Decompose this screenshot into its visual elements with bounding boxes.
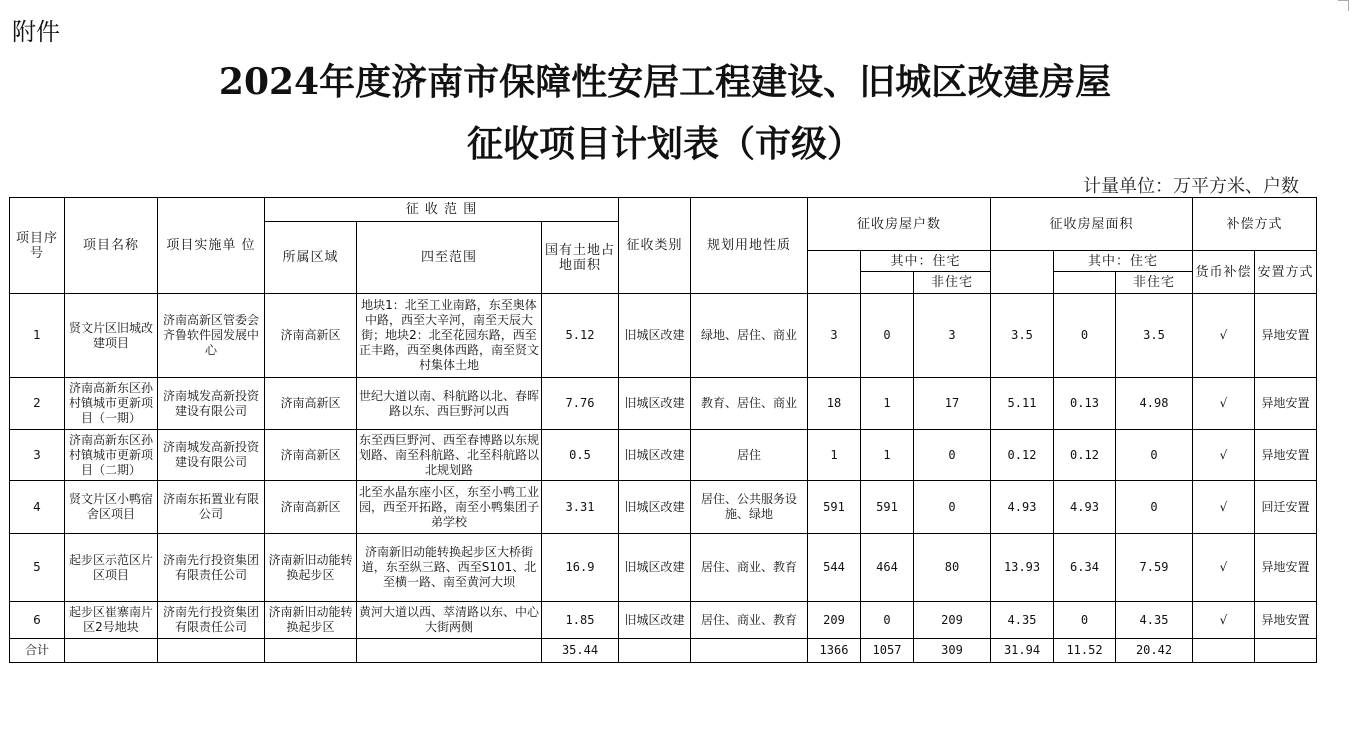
header-land-use: 规划用地性质 <box>691 198 808 294</box>
cell-boundary: 东至西巨野河、西至春博路以东规划路、南至科航路、北至科航路以北规划路 <box>357 430 542 481</box>
header-households-nonresidential: 非住宅 <box>914 272 991 294</box>
header-boundary: 四至范围 <box>357 222 542 294</box>
cell-boundary: 世纪大道以南、科航路以北、春晖路以东、西巨野河以西 <box>357 378 542 430</box>
cell-monetary: √ <box>1193 481 1255 534</box>
cell-hh-res: 0 <box>861 602 914 639</box>
total-row <box>10 639 1317 663</box>
cell-region: 济南高新区 <box>265 294 357 378</box>
cell-category: 旧城区改建 <box>619 430 691 481</box>
cell-seq: 1 <box>10 294 65 378</box>
cell-hh-total: 3 <box>808 294 861 378</box>
total-hh-non: 309 <box>914 639 991 663</box>
header-resettlement: 安置方式 <box>1255 251 1317 294</box>
cell-area-non: 3.5 <box>1116 294 1193 378</box>
cell-land-area: 1.85 <box>542 602 619 639</box>
cell-area-total: 13.93 <box>991 534 1054 602</box>
cell-category: 旧城区改建 <box>619 534 691 602</box>
table-row <box>10 378 1317 430</box>
cell-monetary: √ <box>1193 534 1255 602</box>
header-area: 征收房屋面积 <box>991 198 1193 251</box>
unit-label: 计量单位：万平方米、户数 <box>1083 176 1299 197</box>
cell-implementer: 济南先行投资集团有限责任公司 <box>158 602 265 639</box>
cell-hh-non: 17 <box>914 378 991 430</box>
header-households-residential: 其中：住宅 <box>861 251 991 272</box>
cell-hh-non: 80 <box>914 534 991 602</box>
cell-area-res: 0 <box>1054 602 1116 639</box>
cell-seq: 5 <box>10 534 65 602</box>
cell-hh-total: 591 <box>808 481 861 534</box>
attachment-label: 附件 <box>12 18 60 46</box>
page-corner-mark <box>1338 0 1349 11</box>
cell-resettlement: 异地安置 <box>1255 294 1317 378</box>
cell-land-area: 16.9 <box>542 534 619 602</box>
total-area-non: 20.42 <box>1116 639 1193 663</box>
cell-implementer: 济南城发高新投资建设有限公司 <box>158 430 265 481</box>
header-area-residential: 其中：住宅 <box>1054 251 1193 272</box>
cell-category: 旧城区改建 <box>619 602 691 639</box>
table-row <box>10 294 1317 378</box>
document-title-line-2: 征收项目计划表（市级） <box>466 123 863 165</box>
cell-seq: 3 <box>10 430 65 481</box>
header-scope: 征 收 范 围 <box>265 198 619 222</box>
cell-resettlement: 异地安置 <box>1255 430 1317 481</box>
table-row <box>10 534 1317 602</box>
header-name: 项目名称 <box>65 198 158 294</box>
header-implementer: 项目实施单 位 <box>158 198 265 294</box>
cell-boundary: 地块1：北至工业南路，东至奥体中路，西至大辛河，南至天辰大街；地块2：北至花园东路，西至正丰路，西至奥体西路，南至贤文村集体土地 <box>357 294 542 378</box>
cell-land-use: 居住 <box>691 430 808 481</box>
cell-land-use: 绿地、居住、商业 <box>691 294 808 378</box>
cell-hh-non: 3 <box>914 294 991 378</box>
cell-area-total: 0.12 <box>991 430 1054 481</box>
cell-name: 起步区崔寨南片区2号地块 <box>65 602 158 639</box>
cell-seq: 2 <box>10 378 65 430</box>
cell-area-total: 3.5 <box>991 294 1054 378</box>
header-households-total <box>808 251 861 294</box>
cell-resettlement: 异地安置 <box>1255 534 1317 602</box>
cell-hh-total: 1 <box>808 430 861 481</box>
cell-area-total: 5.11 <box>991 378 1054 430</box>
cell-monetary: √ <box>1193 294 1255 378</box>
cell-name: 济南高新东区孙村镇城市更新项目（二期） <box>65 430 158 481</box>
cell-hh-res: 464 <box>861 534 914 602</box>
total-empty-cell <box>158 639 265 663</box>
total-empty-cell <box>619 639 691 663</box>
cell-seq: 6 <box>10 602 65 639</box>
cell-land-use: 居住、公共服务设施、绿地 <box>691 481 808 534</box>
cell-area-total: 4.35 <box>991 602 1054 639</box>
total-land-area: 35.44 <box>542 639 619 663</box>
cell-hh-res: 591 <box>861 481 914 534</box>
cell-area-non: 4.35 <box>1116 602 1193 639</box>
cell-region: 济南新旧动能转换起步区 <box>265 602 357 639</box>
header-households-residential-cell <box>861 272 914 294</box>
cell-hh-total: 544 <box>808 534 861 602</box>
cell-resettlement: 回迁安置 <box>1255 481 1317 534</box>
cell-area-res: 0 <box>1054 294 1116 378</box>
cell-land-area: 3.31 <box>542 481 619 534</box>
cell-area-non: 7.59 <box>1116 534 1193 602</box>
total-empty-cell <box>265 639 357 663</box>
header-compensation: 补偿方式 <box>1193 198 1317 251</box>
cell-boundary: 北至水晶东座小区，东至小鸭工业园，西至开拓路，南至小鸭集团子弟学校 <box>357 481 542 534</box>
cell-area-non: 0 <box>1116 430 1193 481</box>
cell-area-non: 4.98 <box>1116 378 1193 430</box>
cell-hh-res: 0 <box>861 294 914 378</box>
cell-area-total: 4.93 <box>991 481 1054 534</box>
table-row <box>10 430 1317 481</box>
header-area-total <box>991 251 1054 294</box>
cell-implementer: 济南先行投资集团有限责任公司 <box>158 534 265 602</box>
cell-land-area: 7.76 <box>542 378 619 430</box>
cell-name: 济南高新东区孙村镇城市更新项目（一期） <box>65 378 158 430</box>
cell-resettlement: 异地安置 <box>1255 602 1317 639</box>
header-category: 征收类别 <box>619 198 691 294</box>
cell-category: 旧城区改建 <box>619 378 691 430</box>
cell-hh-non: 0 <box>914 481 991 534</box>
cell-monetary: √ <box>1193 602 1255 639</box>
header-monetary: 货币补偿 <box>1193 251 1255 294</box>
header-area-nonresidential: 非住宅 <box>1116 272 1193 294</box>
total-empty-cell <box>1255 639 1317 663</box>
table-row <box>10 481 1317 534</box>
cell-hh-non: 0 <box>914 430 991 481</box>
cell-name: 起步区示范区片区项目 <box>65 534 158 602</box>
total-area-total: 31.94 <box>991 639 1054 663</box>
cell-land-use: 居住、商业、教育 <box>691 534 808 602</box>
cell-land-area: 0.5 <box>542 430 619 481</box>
total-hh-total: 1366 <box>808 639 861 663</box>
cell-hh-res: 1 <box>861 430 914 481</box>
cell-seq: 4 <box>10 481 65 534</box>
cell-category: 旧城区改建 <box>619 294 691 378</box>
total-empty-cell <box>691 639 808 663</box>
total-empty-cell <box>357 639 542 663</box>
cell-implementer: 济南东拓置业有限公司 <box>158 481 265 534</box>
cell-hh-res: 1 <box>861 378 914 430</box>
header-seq: 项目序号 <box>10 198 65 294</box>
cell-resettlement: 异地安置 <box>1255 378 1317 430</box>
cell-implementer: 济南高新区管委会齐鲁软件园发展中心 <box>158 294 265 378</box>
cell-area-res: 6.34 <box>1054 534 1116 602</box>
cell-area-res: 0.13 <box>1054 378 1116 430</box>
cell-monetary: √ <box>1193 430 1255 481</box>
cell-hh-total: 209 <box>808 602 861 639</box>
cell-land-use: 教育、居住、商业 <box>691 378 808 430</box>
cell-region: 济南高新区 <box>265 378 357 430</box>
total-empty-cell <box>1193 639 1255 663</box>
cell-category: 旧城区改建 <box>619 481 691 534</box>
cell-implementer: 济南城发高新投资建设有限公司 <box>158 378 265 430</box>
cell-land-area: 5.12 <box>542 294 619 378</box>
total-hh-res: 1057 <box>861 639 914 663</box>
cell-area-non: 0 <box>1116 481 1193 534</box>
header-area-residential-cell <box>1054 272 1116 294</box>
document-title-line-1: 2024年度济南市保障性安居工程建设、旧城区改建房屋 <box>218 61 1112 103</box>
table-row <box>10 602 1317 639</box>
cell-area-res: 0.12 <box>1054 430 1116 481</box>
header-households: 征收房屋户数 <box>808 198 991 251</box>
cell-area-res: 4.93 <box>1054 481 1116 534</box>
header-land-area: 国有土地占地面积 <box>542 222 619 294</box>
header-region: 所属区域 <box>265 222 357 294</box>
cell-land-use: 居住、商业、教育 <box>691 602 808 639</box>
cell-region: 济南新旧动能转换起步区 <box>265 534 357 602</box>
cell-name: 贤文片区小鸭宿舍区项目 <box>65 481 158 534</box>
cell-boundary: 济南新旧动能转换起步区大桥街道，东至纵三路、西至S101、北至横一路、南至黄河大坝 <box>357 534 542 602</box>
cell-region: 济南高新区 <box>265 481 357 534</box>
total-empty-cell <box>65 639 158 663</box>
cell-hh-non: 209 <box>914 602 991 639</box>
cell-hh-total: 18 <box>808 378 861 430</box>
cell-region: 济南高新区 <box>265 430 357 481</box>
cell-monetary: √ <box>1193 378 1255 430</box>
project-plan-table <box>9 197 1317 663</box>
total-label: 合计 <box>10 639 65 663</box>
cell-name: 贤文片区旧城改建项目 <box>65 294 158 378</box>
cell-boundary: 黄河大道以西、萃清路以东、中心大街两侧 <box>357 602 542 639</box>
total-area-res: 11.52 <box>1054 639 1116 663</box>
